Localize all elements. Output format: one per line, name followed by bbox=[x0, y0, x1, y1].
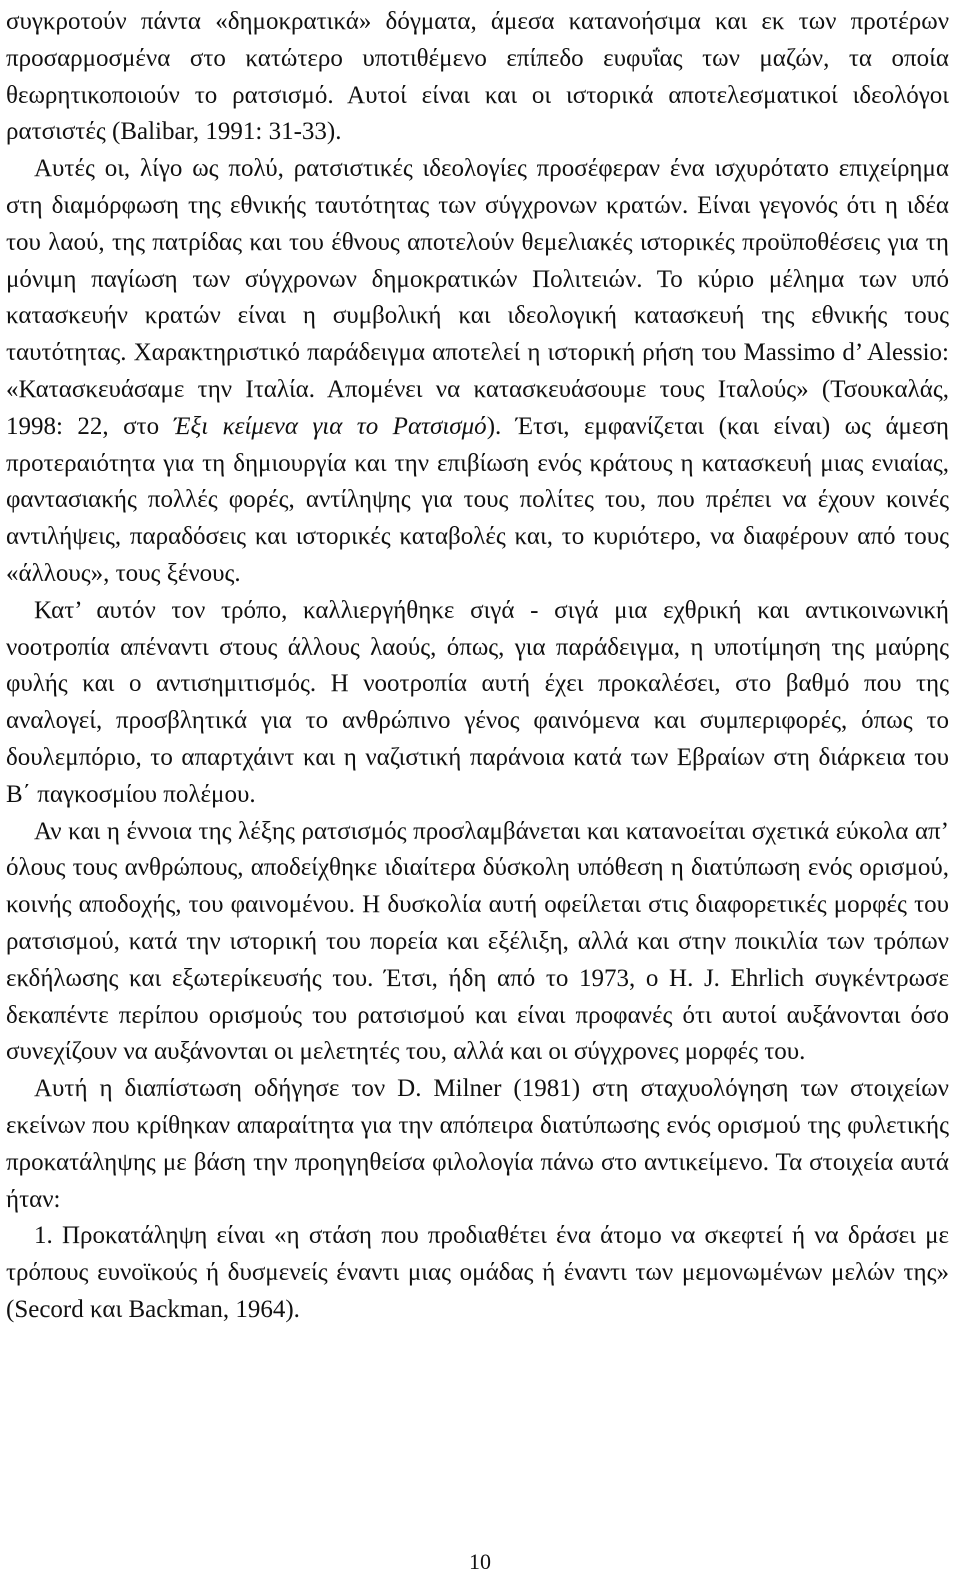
paragraph-2-text-b: ). Έτσι, εμφανίζεται (και είναι) ως άμεση προτεραιότητα για τη δημιουργία και την επιβίωση ενός κράτους η κατασκευή μιας ενιαίας, φαντασιακής πολλές φορές, αντίληψης για τους πολίτες του, που πρέπει να έχουν κοινές αντιλήψεις, παραδόσεις και ιστορικές καταβολές και, το κυριότερο, να διαφέρουν από τους «άλλους», τους ξένους. bbox=[6, 412, 949, 587]
list-item-1-text: 1. Προκατάληψη είναι «η στάση που προδιαθέτει ένα άτομο να σκεφτεί ή να δράσει με τρόπους ευνοϊκούς ή δυσμενείς έναντι μιας ομάδας ή έναντι των μεμονωμένων μελών της» (Secord και Backman, 1964). bbox=[6, 1222, 949, 1323]
list-item-1 bbox=[6, 1218, 949, 1328]
paragraph-4 bbox=[6, 814, 949, 1072]
book-title-italic: Έξι κείμενα για το Ρατσισμό bbox=[173, 412, 487, 440]
paragraph-2 bbox=[6, 151, 949, 593]
paragraph-5 bbox=[6, 1071, 949, 1218]
document-page bbox=[6, 4, 949, 1329]
paragraph-3-text: Κατ’ αυτόν τον τρόπο, καλλιεργήθηκε σιγά - σιγά μια εχθρική και αντικοινωνική νοοτροπία απέναντι στους άλλους λαούς, όπως, για παράδειγμα, η υποτίμηση της μαύρης φυλής και ο αντισημιτισμός. Η νοοτροπία αυτή έχει προκαλέσει, στο βαθμό που της αναλογεί, προσβλητικά για το ανθρώπινο γένος φαινόμενα και συμπεριφορές, όπως το δουλεμπόριο, το απαρτχάιντ και η ναζιστική παράνοια κατά των Εβραίων στη διάρκεια του Β΄ παγκοσμίου πολέμου. bbox=[6, 596, 949, 808]
paragraph-3 bbox=[6, 593, 949, 814]
paragraph-1-text: συγκροτούν πάντα «δημοκρατικά» δόγματα, άμεσα κατανοήσιμα και εκ των προτέρων προσαρμοσμένα στο κατώτερο υποτιθέμενο επίπεδο ευφυΐας των μαζών, τα οποία θεωρητικοποιούν το ρατσισμό. Αυτοί είναι και οι ιστορικά αποτελεσματικοί ιδεολόγοι ρατσιστές (Balibar, 1991: 31-33). bbox=[6, 8, 949, 146]
paragraph-2-text-a: Αυτές οι, λίγο ως πολύ, ρατσιστικές ιδεολογίες προσέφεραν ένα ισχυρότατο επιχείρημα στη διαμόρφωση της εθνικής ταυτότητας των σύγχρονων κρατών. Είναι γεγονός ότι η ιδέα του λαού, της πατρίδας και του έθνους αποτελούν θεμελιακές ιστορικές προϋποθέσεις για τη μόνιμη παγίωση των σύγχρονων δημοκρατικών Πολιτειών. Το κύριο μέλημα των υπό κατασκευήν κρατών είναι η συμβολική και ιδεολογική κατασκευή της εθνικής τους ταυτότητας. Χαρακτηριστικό παράδειγμα αποτελεί η ιστορική ρήση του Massimo d’ Alessio: «Κατασκευάσαμε την Ιταλία. Απομένει να κατασκευάσουμε τους Ιταλούς» (Τσουκαλάς, 1998: 22, στο bbox=[6, 155, 949, 440]
paragraph-1 bbox=[6, 4, 949, 151]
paragraph-4-text: Αν και η έννοια της λέξης ρατσισμός προσλαμβάνεται και κατανοείται σχετικά εύκολα απ’ όλους τους ανθρώπους, αποδείχθηκε ιδιαίτερα δύσκολη υπόθεση η διατύπωση ενός ορισμού, κοινής αποδοχής, του φαινομένου. Η δυσκολία αυτή οφείλεται στις διαφορετικές μορφές του ρατσισμού, κατά την ιστορική του πορεία και εξέλιξη, αλλά και στην ποικιλία των τρόπων εκδήλωσης και εξωτερίκευσής του. Έτσι, ήδη από το 1973, ο H. J. Ehrlich συγκέντρωσε δεκαπέντε περίπου ορισμούς του ρατσισμού και είναι προφανές ότι αυτοί αυξάνονται όσο συνεχίζουν να αυξάνονται οι μελετητές του, αλλά και οι σύγχρονες μορφές του. bbox=[6, 817, 949, 1066]
page-number: 10 bbox=[469, 1549, 491, 1574]
paragraph-5-text: Αυτή η διαπίστωση οδήγησε τον D. Milner (1981) στη σταχυολόγηση των στοιχείων εκείνων που κρίθηκαν απαραίτητα για την απόπειρα διατύπωσης ενός ορισμού της φυλετικής προκατάληψης με βάση την προηγηθείσα φιλολογία πάνω στο αντικείμενο. Τα στοιχεία αυτά ήταν: bbox=[6, 1075, 949, 1213]
